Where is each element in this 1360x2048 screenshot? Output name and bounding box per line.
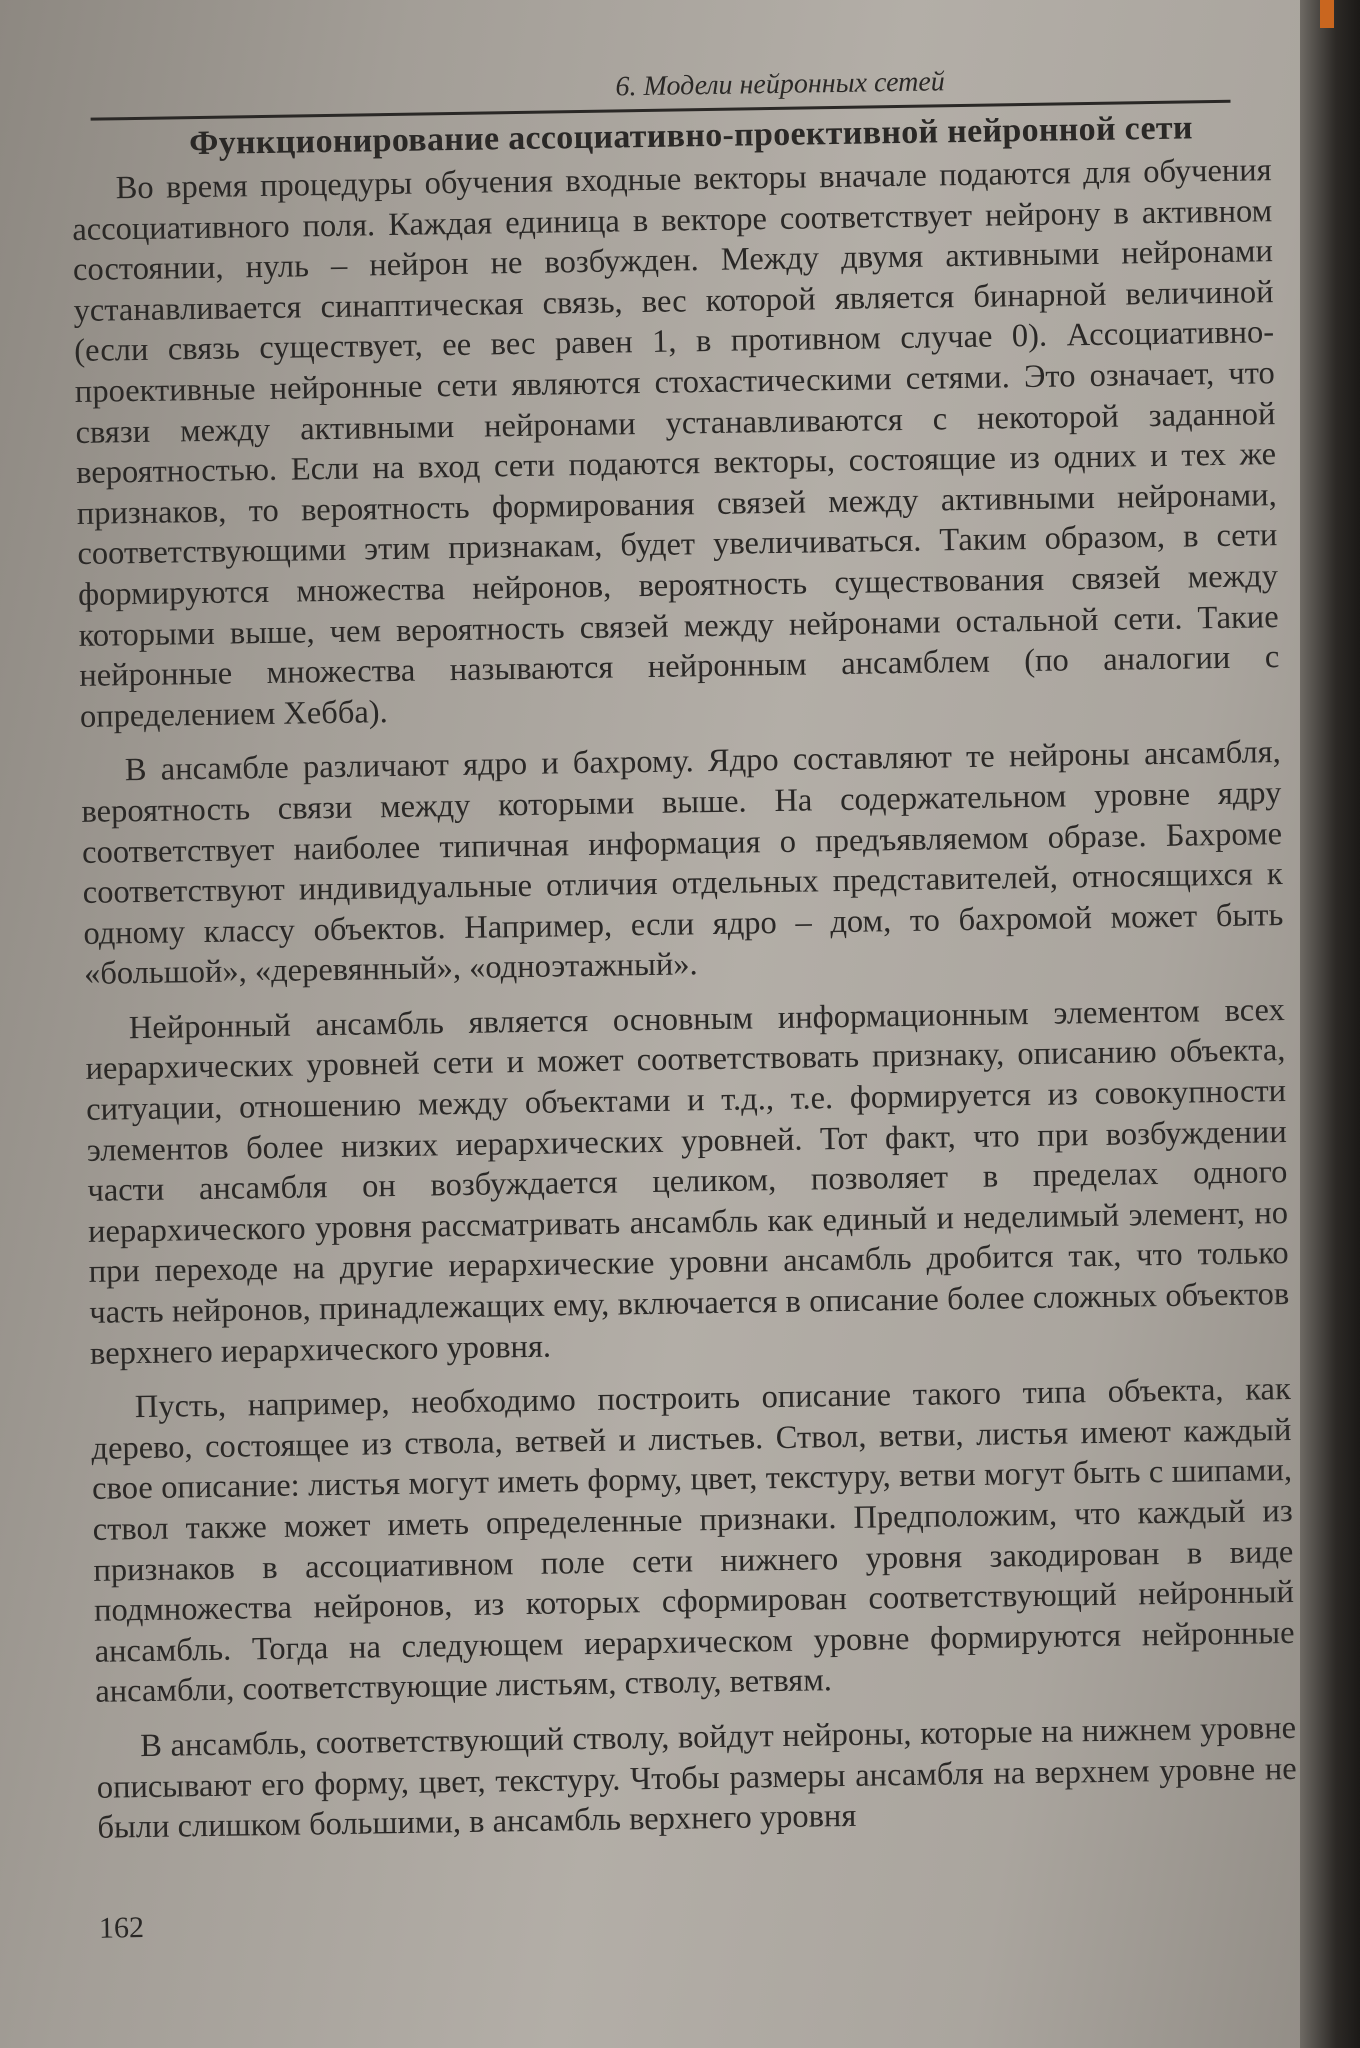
running-head: 6. Модели нейронных сетей xyxy=(615,66,946,103)
book-page-edge xyxy=(1300,0,1360,2048)
paragraph-1: Во время процедуры обучения входные векторы вначале подаются для обучения ассоциативного поля. Каждая единица в векторе соответствует нейрону в активном состоянии, нуль – нейрон не возбужден. Между двумя активными нейронами устанавливается синаптическая связь, вес которой является бинарной величиной (если связь существует, ее вес равен 1, в противном случае 0). Ассоциативно-проективные нейронные сети являются стохастическими сетями. Это означает, что связи между активными нейронами устанавливаются с некоторой заданной вероятностью. Если на вход сети подаются векторы, состоящие из одних и тех же признаков, то вероятность формирования связей между активными нейронами, соответствующими этим признакам, будет увеличиваться. Таким образом, в сети формируются множества нейронов, вероятность существования связей между которыми выше, чем вероятность связей между нейронами остальной сети. Такие нейронные множества называются нейронным ансамблем (по аналогии с определением Хебба). xyxy=(72,152,1280,735)
paragraph-5: В ансамбль, соответствующий стволу, войдут нейроны, которые на нижнем уровне описывают его форму, цвет, текстуру. Чтобы размеры ансамбля на верхнем уровне не были слишком большими, в ансамбль верхнего уровня xyxy=(96,1709,1297,1846)
paragraph-4: Пусть, например, необходимо построить описание такого типа объекта, как дерево, состоящее из ствола, ветвей и листьев. Ствол, ветви, листья имеют каждый свое описание: листья могут иметь форму, цвет, текстуру, ветви могут быть с шипами, ствол также может иметь определенные признаки. Предположим, что каждый из признаков в ассоциативном поле сети нижнего уровня закодирован в виде подмножества нейронов, из которых сформирован соответствующий нейронный ансамбль. Тогда на следующем иерархическом уровне формируются нейронные ансамбли, соответствующие листьям, стволу, ветвям. xyxy=(91,1371,1295,1711)
paragraph-3: Нейронный ансамбль является основным информационным элементом всех иерархических уровней сети и может соответствовать признаку, описанию объекта, ситуации, отношению между объектами и т.д., т.е. формируется из совокупности элементов более низких иерархических уровней. Тот факт, что при возбуждении части ансамбля он возбуждается целиком, позволяет в пределах одного иерархического уровня рассматривать ансамбль как единый и неделимый элемент, но при переходе на другие иерархические уровни ансамбль дробится так, что только часть нейронов, принадлежащих ему, включается в описание более сложных объектов верхнего иерархического уровня. xyxy=(85,991,1290,1372)
paragraph-2: В ансамбле различают ядро и бахрому. Ядро составляют те нейроны ансамбля, вероятность связи между которыми выше. На содержательном уровне ядру соответствует наиболее типичная информация о предъявляемом образе. Бахроме соответствуют индивидуальные отличия отдельных представителей, относящихся к одному классу объектов. Например, если ядро – дом, то бахромой может быть «большой», «деревянный», «одноэтажный». xyxy=(81,734,1284,993)
page-content xyxy=(70,61,1298,1945)
page-number: 162 xyxy=(98,1911,145,1945)
section-title: Функционирование ассоциативно-проективной нейронной сети xyxy=(188,109,1193,163)
